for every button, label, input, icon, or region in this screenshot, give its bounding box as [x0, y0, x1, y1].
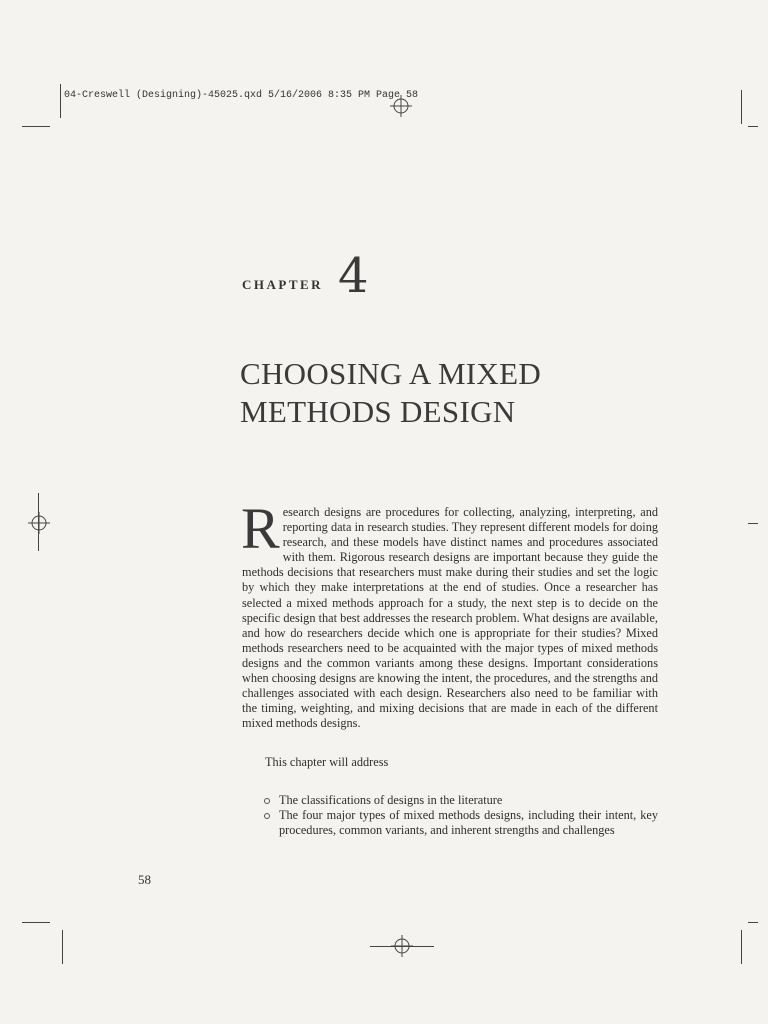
side-mark-right	[748, 523, 758, 524]
crop-mark-bottom-right-vertical	[741, 930, 742, 964]
intro-paragraph	[241, 496, 658, 731]
registration-mark-icon	[390, 95, 412, 117]
slug-line: 04-Creswell (Designing)-45025.qxd 5/16/2006 8:35 PM Page 58	[64, 90, 419, 101]
list-item: The four major types of mixed methods designs, including their intent, key procedures, common variants, and inherent strengths and challenges	[262, 808, 658, 838]
crop-mark-bottom-left-horizontal	[22, 922, 50, 923]
crop-mark-top-right-horizontal	[748, 126, 758, 127]
chapter-number: 4	[338, 248, 369, 304]
page-number: 58	[138, 872, 151, 887]
crop-mark-top-left-vertical	[60, 84, 61, 118]
crop-mark-bottom-left-vertical	[62, 930, 63, 964]
list-item: The classifications of designs in the literature	[262, 793, 658, 808]
chapter-title-line: METHODS DESIGN	[240, 394, 516, 429]
drop-cap: R	[241, 496, 280, 561]
chapter-label: CHAPTER	[242, 277, 324, 292]
chapter-title	[240, 355, 640, 431]
address-intro: This chapter will address	[265, 755, 389, 769]
registration-mark-line	[38, 493, 39, 551]
registration-mark-icon	[28, 512, 50, 534]
topic-list	[262, 793, 658, 838]
crop-mark-top-left-horizontal	[22, 126, 50, 127]
registration-mark-line	[370, 946, 434, 947]
chapter-title-line: CHOOSING A MIXED	[240, 356, 542, 391]
crop-mark-top-right-vertical	[741, 90, 742, 124]
crop-mark-bottom-right-horizontal	[748, 922, 758, 923]
paragraph-text: esearch designs are procedures for collecting, analyzing, interpreting, and reporting data in research studies. They represent different models for doing research, and these models have distinct names and procedures associated with them. Rigorous research designs are important because they guide the methods decisions that researchers must make during their studies and set the logic by which they make interpretations at the end of studies. Once a researcher has selected a mixed methods approach for a study, the next step is to decide on the specific design that best addresses the research problem. What designs are available, and how do researchers decide which one is appropriate for their studies? Mixed methods researchers need to be acquainted with the major types of mixed methods designs and the common variants among these designs. Important considerations when choosing designs are knowing the intent, the procedures, and the strengths and challenges associated with each design. Researchers also need to be familiar with the timing, weighting, and mixing decisions that are made in each of the different mixed methods designs.	[242, 505, 658, 731]
